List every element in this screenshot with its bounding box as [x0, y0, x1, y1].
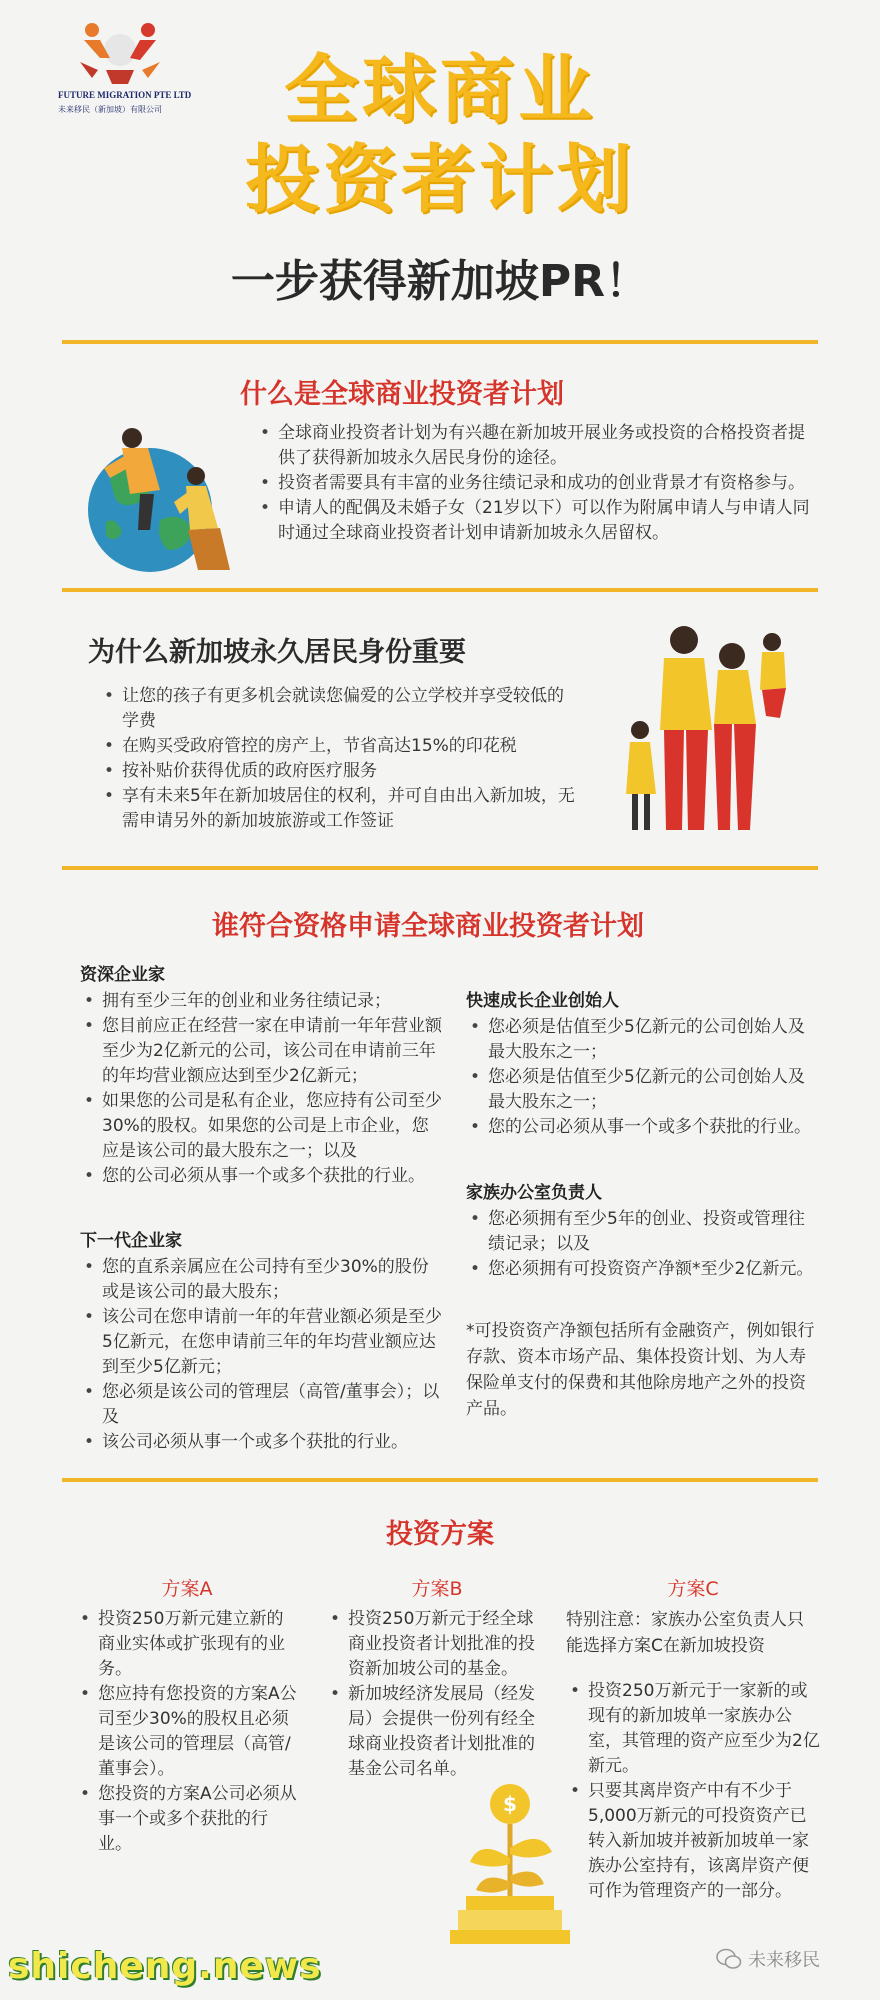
family-office-heading: 家族办公室负责人 [466, 1183, 602, 1203]
nextgen-block [80, 1226, 442, 1455]
list-item: • 投资250万新元于一家新的或现有的新加坡单一家族办公室，其管理的资产应至少为2亿新元。 [566, 1679, 820, 1779]
list-item: • 按补贴价获得优质的政府医疗服务 [100, 759, 580, 784]
section-title-why: 为什么新加坡永久居民身份重要 [88, 637, 466, 668]
list-item: • 让您的孩子有更多机会就读您偏爱的公立学校并享受较低的学费 [100, 684, 580, 734]
list-item: • 该公司必须从事一个或多个获批的行业。 [80, 1430, 442, 1455]
founder-list [466, 1015, 816, 1140]
page-title-line2: 投资者计划 [245, 137, 635, 223]
logo [58, 18, 192, 128]
globe-hug-illustration-icon [70, 410, 240, 590]
veteran-list [80, 989, 442, 1189]
logo-company-en: FUTURE MIGRATION PTE LTD [58, 90, 192, 100]
divider [62, 866, 818, 870]
wechat-watermark [716, 1946, 820, 1972]
list-item: • 全球商业投资者计划为有兴趣在新加坡开展业务或投资的合格投资者提供了获得新加坡永久居民身份的途径。 [256, 421, 816, 471]
section-title-eligible: 谁符合资格申请全球商业投资者计划 [212, 911, 644, 942]
plan-a-block [76, 1574, 298, 1857]
list-item: • 申请人的配偶及未婚子女（21岁以下）可以作为附属申请人与申请人同时通过全球商业投资者计划申请新加坡永久居留权。 [256, 496, 816, 546]
family-office-list [466, 1207, 816, 1282]
divider [62, 1478, 818, 1482]
nextgen-heading: 下一代企业家 [80, 1231, 182, 1251]
list-item: • 您的公司必须从事一个或多个获批的行业。 [80, 1164, 442, 1189]
list-item: • 拥有至少三年的创业和业务往绩记录； [80, 989, 442, 1014]
list-item: • 只要其离岸资产中有不少于5,000万新元的可投资资产已转入新加坡并被新加坡单一家族办公室持有，该离岸资产便可作为管理资产的一部分。 [566, 1779, 820, 1904]
nextgen-list [80, 1255, 442, 1455]
divider [62, 340, 818, 344]
page-subtitle: 一步获得新加坡PR！ [230, 256, 650, 307]
plan-c-title: 方案C [667, 1578, 719, 1600]
plan-c-note: 特别注意：家族办公室负责人只能选择方案C在新加坡投资 [566, 1610, 804, 1656]
logo-company-cn: 未来移民（新加坡）有限公司 [58, 105, 162, 114]
list-item: • 您必须是估值至少5亿新元的公司创始人及最大股东之一； [466, 1015, 816, 1065]
site-watermark: shicheng.news [8, 1946, 322, 1987]
list-item: • 您投资的方案A公司必须从事一个或多个获批的行业。 [76, 1782, 298, 1857]
list-item: • 在购买受政府管控的房产上，节省高达15%的印花税 [100, 734, 580, 759]
why-list [100, 684, 580, 834]
plan-c-list [566, 1679, 820, 1904]
footnote: *可投资资产净额包括所有金融资产，例如银行存款、资本市场产品、集体投资计划、为人寿保险单支付的保费和其他除房地产之外的投资产品。 [466, 1321, 815, 1419]
plan-a-title: 方案A [161, 1578, 213, 1600]
what-list [256, 421, 816, 546]
plan-b-title: 方案B [411, 1578, 463, 1600]
family-illustration-icon [620, 618, 800, 848]
list-item: • 您必须拥有至少5年的创业、投资或管理往绩记录；以及 [466, 1207, 816, 1257]
veteran-heading: 资深企业家 [80, 965, 165, 985]
family-office-block [466, 1178, 816, 1282]
wechat-account-name: 未来移民 [748, 1950, 820, 1971]
list-item: • 享有未来5年在新加坡居住的权利，并可自由出入新加坡，无需申请另外的新加坡旅游或工作签证 [100, 784, 580, 834]
veteran-block [80, 960, 442, 1189]
money-plant-illustration-icon [440, 1778, 580, 1948]
list-item: • 您的公司必须从事一个或多个获批的行业。 [466, 1115, 816, 1140]
list-item: • 投资250万新元于经全球商业投资者计划批准的投资新加坡公司的基金。 [326, 1607, 548, 1682]
founder-block [466, 986, 816, 1140]
list-item: • 您必须拥有可投资资产净额*至少2亿新元。 [466, 1257, 816, 1282]
list-item: • 您目前应正在经营一家在申请前一年年营业额至少为2亿新元的公司，该公司在申请前三年的年均营业额应达到至少2亿新元； [80, 1014, 442, 1089]
plan-a-list [76, 1607, 298, 1857]
svg-text:$: $ [503, 1792, 517, 1816]
plan-b-block [326, 1574, 548, 1782]
plan-b-list [326, 1607, 548, 1782]
list-item: • 您的直系亲属应在公司持有至少30%的股份或是该公司的最大股东； [80, 1255, 442, 1305]
section-title-what: 什么是全球商业投资者计划 [240, 379, 564, 410]
divider [62, 588, 818, 592]
wechat-icon [716, 1948, 742, 1970]
logo-people-icon [70, 18, 170, 86]
plan-c-block [566, 1574, 820, 1904]
list-item: • 您必须是估值至少5亿新元的公司创始人及最大股东之一； [466, 1065, 816, 1115]
page-title-line1: 全球商业 [284, 47, 596, 133]
list-item: • 您必须是该公司的管理层（高管/董事会）；以及 [80, 1380, 442, 1430]
list-item: • 投资者需要具有丰富的业务往绩记录和成功的创业背景才有资格参与。 [256, 471, 816, 496]
list-item: • 您应持有您投资的方案A公司至少30%的股权且必须是该公司的管理层（高管/董事会）。 [76, 1682, 298, 1782]
section-title-plans: 投资方案 [386, 1519, 494, 1550]
list-item: • 如果您的公司是私有企业，您应持有公司至少30%的股权。如果您的公司是上市企业，您应是该公司的最大股东之一；以及 [80, 1089, 442, 1164]
list-item: • 投资250万新元建立新的商业实体或扩张现有的业务。 [76, 1607, 298, 1682]
list-item: • 新加坡经济发展局（经发局）会提供一份列有经全球商业投资者计划批准的基金公司名单。 [326, 1682, 548, 1782]
founder-heading: 快速成长企业创始人 [466, 991, 619, 1011]
list-item: • 该公司在您申请前一年的年营业额必须是至少5亿新元，在您申请前三年的年均营业额应达到至少5亿新元； [80, 1305, 442, 1380]
